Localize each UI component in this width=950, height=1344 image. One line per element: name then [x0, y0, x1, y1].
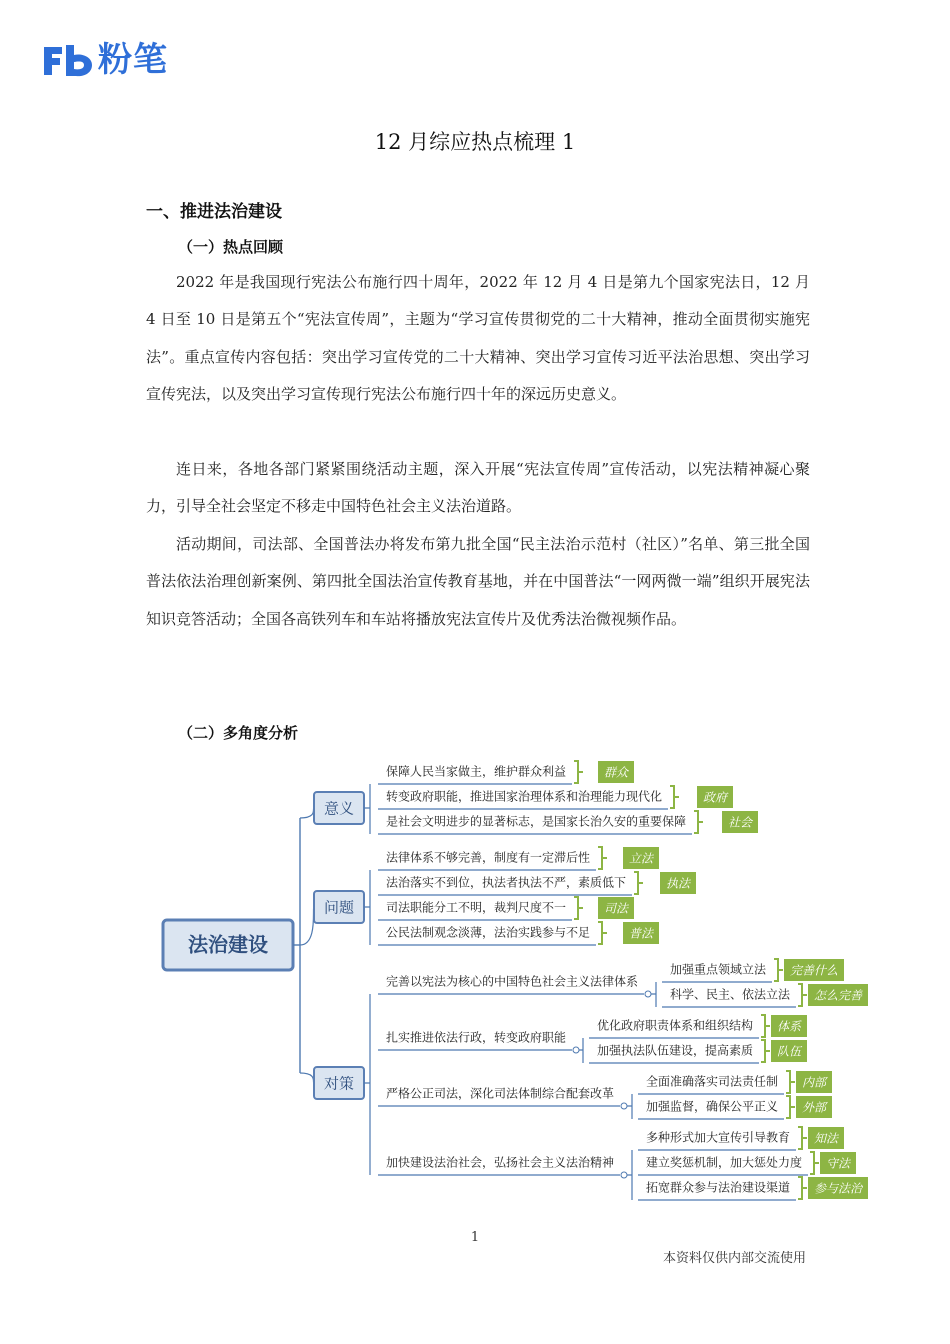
page-number: 1 [470, 1230, 480, 1245]
countermeasure-3-tag-0-label: 知法 [813, 1131, 839, 1146]
countermeasure-3-tag-2-label: 参与法治 [813, 1181, 863, 1196]
countermeasure-0-sub-0: 加强重点领域立法 [670, 962, 767, 977]
countermeasure-0-sub-1-bracket [798, 984, 807, 1006]
root-node-label: 法治建设 [188, 932, 268, 957]
countermeasure-0-dot [645, 991, 651, 997]
countermeasure-3-sub-1: 建立奖惩机制，加大惩处力度 [646, 1155, 803, 1170]
branch-1-item-2: 司法职能分工不明，裁判尺度不一 [386, 900, 567, 915]
countermeasure-1-tag-0-label: 体系 [776, 1019, 802, 1034]
branch-connector-2 [300, 1073, 314, 1083]
branch-node-label-0: 意义 [323, 799, 355, 818]
countermeasure-3-stem [627, 1150, 632, 1200]
branch-1-item-0-bracket [598, 847, 607, 869]
countermeasure-2-sub-0: 全面准确落实司法责任制 [646, 1074, 779, 1089]
countermeasure-3-sub-2-bracket [798, 1177, 807, 1199]
branch-1-tag-1-label: 执法 [665, 876, 691, 891]
branch-0-item-2-bracket [694, 811, 703, 833]
countermeasure-0-tag-0-label: 完善什么 [789, 963, 839, 978]
branch-0-item-0-bracket [574, 761, 583, 783]
countermeasure-1-tag-1-label: 队伍 [776, 1044, 802, 1059]
countermeasure-3-dot [621, 1172, 627, 1178]
countermeasure-0-sub-0-bracket [774, 959, 783, 981]
branch-node-label-2: 对策 [323, 1074, 355, 1093]
countermeasure-2-stem [627, 1094, 632, 1119]
branch-0-item-0: 保障人民当家做主，维护群众利益 [386, 764, 567, 779]
branch-connector-1 [300, 907, 314, 945]
countermeasure-2-tag-1-label: 外部 [801, 1100, 827, 1115]
branch-1-tag-2-label: 司法 [603, 901, 629, 916]
countermeasure-3-sub-0: 多种形式加大宣传引导教育 [646, 1130, 791, 1145]
countermeasure-2-tag-0-label: 内部 [801, 1075, 827, 1090]
branch-node-label-1: 问题 [323, 898, 355, 917]
branch-connector-0 [300, 808, 314, 818]
branch-1-tag-3-label: 普法 [628, 926, 654, 941]
countermeasure-0-tag-1-label: 怎么完善 [813, 988, 863, 1003]
branch-0-item-2: 是社会文明进步的显著标志，是国家长治久安的重要保障 [386, 814, 687, 829]
countermeasure-0: 完善以宪法为核心的中国特色社会主义法律体系 [386, 974, 639, 989]
countermeasure-1-sub-0-bracket [761, 1015, 770, 1037]
countermeasure-3-sub-1-bracket [810, 1152, 819, 1174]
countermeasure-3-tag-1-label: 守法 [825, 1156, 851, 1171]
section-heading: 一、推进法治建设 [146, 202, 282, 222]
branch-0-item-1: 转变政府职能，推进国家治理体系和治理能力现代化 [386, 789, 663, 804]
countermeasure-1-sub-0: 优化政府职责体系和组织结构 [597, 1018, 754, 1033]
branch-1-item-3: 公民法制观念淡薄，法治实践参与不足 [386, 925, 591, 940]
countermeasure-2-dot [621, 1103, 627, 1109]
branch-0-tag-1-label: 政府 [702, 790, 728, 805]
countermeasure-2: 严格公正司法，深化司法体制综合配套改革 [386, 1086, 615, 1101]
countermeasure-0-sub-1: 科学、民主、依法立法 [670, 987, 791, 1002]
footer-note: 本资料仅供内部交流使用 [662, 1251, 806, 1266]
branch-1-item-3-bracket [598, 922, 607, 944]
subheading-analysis: （二）多角度分析 [178, 724, 299, 742]
countermeasure-2-sub-1: 加强监督，确保公平正义 [646, 1099, 779, 1114]
countermeasure-0-stem [651, 982, 656, 1007]
countermeasure-3-sub-2: 拓宽群众参与法治建设渠道 [646, 1180, 791, 1195]
logo-text: 粉笔 [98, 40, 168, 80]
countermeasure-1-stem [579, 1038, 583, 1063]
countermeasure-3-sub-0-bracket [798, 1127, 807, 1149]
branch-1-tag-0-label: 立法 [628, 851, 654, 866]
branch-1-item-0: 法律体系不够完善，制度有一定滞后性 [386, 850, 591, 865]
branch-1-item-1-bracket [634, 872, 643, 894]
countermeasure-2-sub-1-bracket [786, 1096, 795, 1118]
document-title: 12 月综应热点梳理 1 [374, 130, 576, 154]
branch-0-item-1-bracket [670, 786, 679, 808]
subheading-review: （一）热点回顾 [178, 238, 284, 256]
countermeasure-1-sub-1-bracket [761, 1040, 770, 1062]
branch-stem-1 [364, 870, 370, 945]
countermeasure-2-sub-0-bracket [786, 1071, 795, 1093]
branch-1-item-2-bracket [574, 897, 583, 919]
branch-1-item-1: 法治落实不到位，执法者执法不严，素质低下 [386, 875, 627, 890]
branch-0-tag-2-label: 社会 [727, 815, 753, 830]
countermeasure-1-dot [573, 1047, 579, 1053]
paragraph-1: 2022 年是我国现行宪法公布施行四十周年，2022 年 12 月 4 日是第九个国家宪法日，12 月 4 日至 10 日是第五个“宪法宣传周”，主题为“学习宣传贯彻党的二十大精神，推动全面贯彻实施宪法”。重点宣传内容包括：突出学习宣传党的二十大精神、突出学习宣传习近平法治思想、突出学习宣传宪法，以及突出学习宣传现行宪法公布施行四十年的深远历史意义。 [146, 273, 810, 404]
countermeasure-1: 扎实推进依法行政，转变政府职能 [386, 1030, 567, 1045]
countermeasure-1-sub-1: 加强执法队伍建设，提高素质 [597, 1043, 754, 1058]
branch-0-tag-0-label: 群众 [603, 765, 629, 780]
countermeasure-3: 加快建设法治社会，弘扬社会主义法治精神 [386, 1155, 615, 1170]
paragraph-2: 连日来，各地各部门紧紧围绕活动主题，深入开展“宪法宣传周”宣传活动，以宪法精神凝心聚力，引导全社会坚定不移走中国特色社会主义法治道路。 [146, 460, 810, 516]
paragraph-3: 活动期间，司法部、全国普法办将发布第九批全国“民主法治示范村（社区）”名单、第三批全国普法依法治理创新案例、第四批全国法治宣传教育基地，并在中国普法“一网两微一端”组织开展宪法知识竞答活动；全国各高铁列车和车站将播放宪法宣传片及优秀法治微视频作品。 [146, 535, 810, 628]
